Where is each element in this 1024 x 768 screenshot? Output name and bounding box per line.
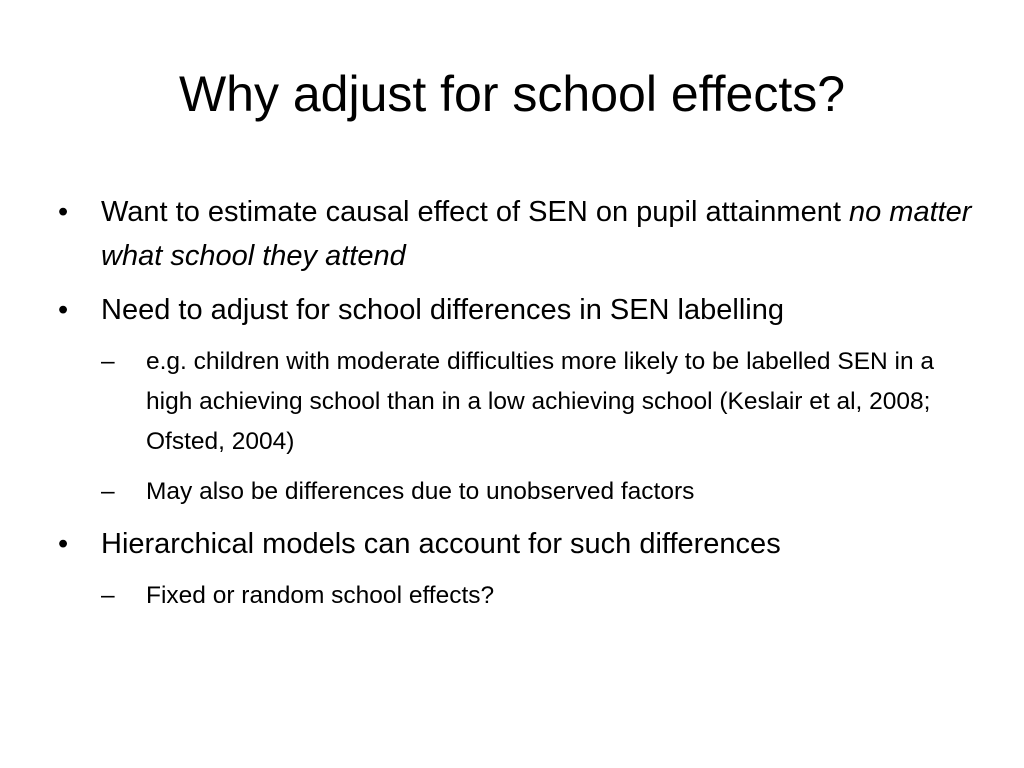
dash-icon: – (101, 348, 115, 375)
bullet-item (58, 288, 978, 332)
bullet-emphasis: no matter what school they attend (101, 196, 972, 272)
bullet-text: Hierarchical models can account for such differences (101, 528, 781, 560)
bullet-item (58, 522, 978, 566)
sub-bullet-text: May also be differences due to unobserved factors (146, 478, 695, 505)
sub-bullet-text: Fixed or random school effects? (146, 582, 495, 609)
sub-bullet-item (101, 472, 978, 512)
slide-title: Why adjust for school effects? (178, 66, 846, 122)
bullet-icon: • (58, 294, 69, 326)
bullet-item (58, 190, 978, 278)
dash-icon: – (101, 582, 115, 609)
bullet-text: Need to adjust for school differences in SEN labelling (101, 294, 784, 326)
sub-bullet-item (101, 342, 978, 462)
slide-content (58, 190, 978, 626)
bullet-icon: • (58, 528, 69, 560)
bullet-text: Want to estimate causal effect of SEN on pupil attainment (101, 196, 849, 228)
bullet-icon: • (58, 196, 69, 228)
sub-bullet-item (101, 576, 978, 616)
dash-icon: – (101, 478, 115, 505)
sub-bullet-text: e.g. children with moderate difficulties more likely to be labelled SEN in a high achieving school than in a low achieving school (Keslair et al, 2008; Ofsted, 2004) (146, 348, 935, 455)
